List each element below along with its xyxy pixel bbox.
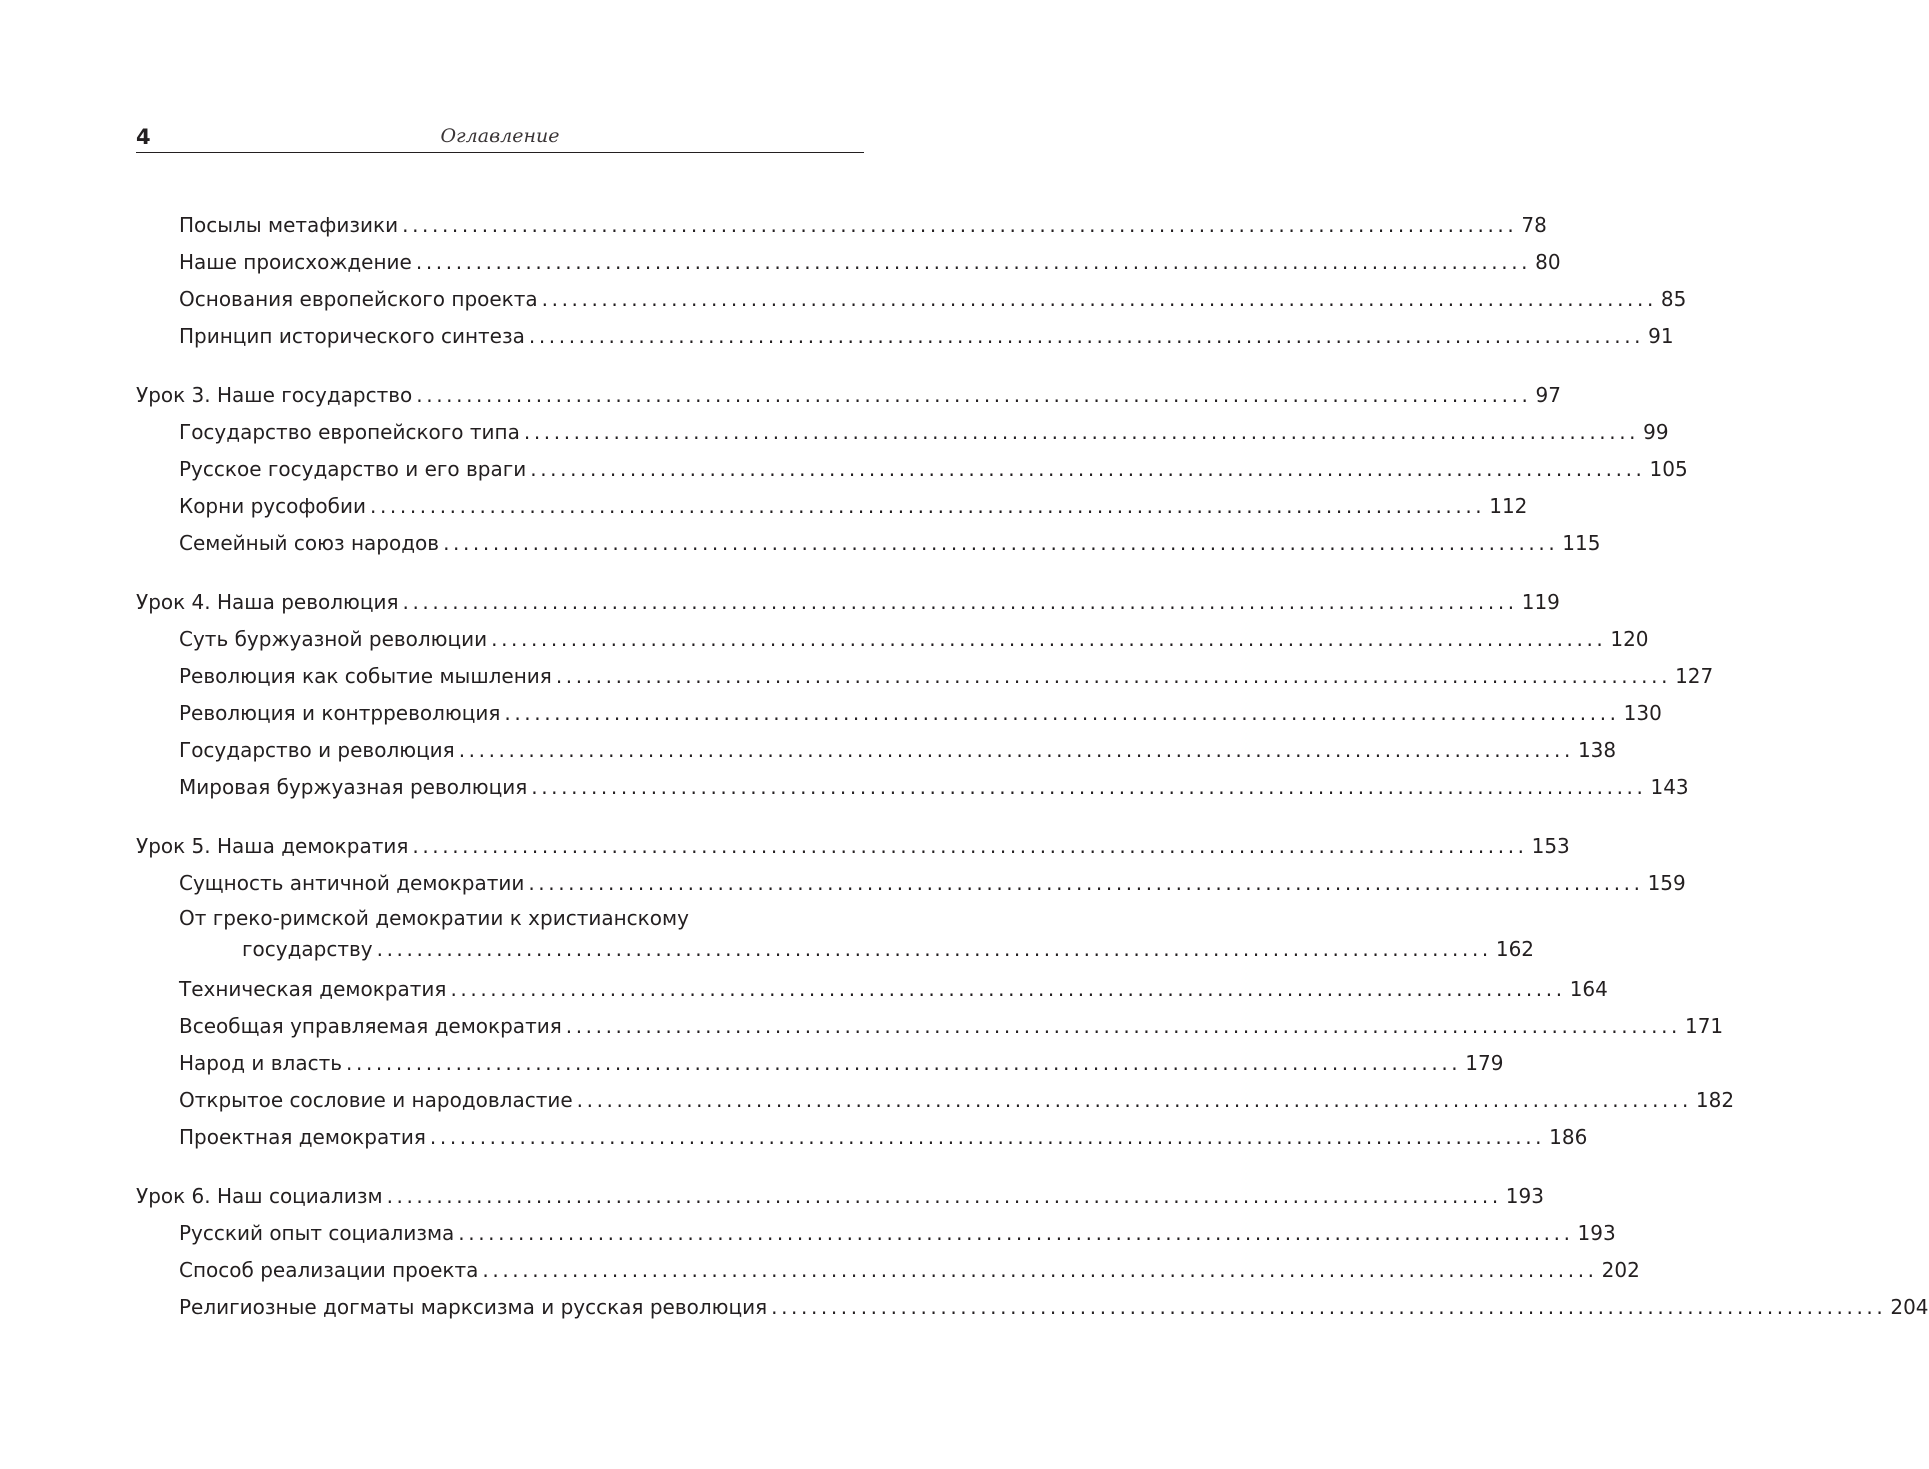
toc-entry-page: 112 xyxy=(1489,494,1528,518)
toc-entry[interactable] xyxy=(136,1008,1724,1045)
toc-entry[interactable] xyxy=(136,1289,1929,1326)
dot-leader: ................................................................................................................ xyxy=(528,324,1645,348)
dot-leader: ................................................................................................................ xyxy=(531,775,1647,799)
toc-entry-title: Наше происхождение xyxy=(179,250,412,274)
dot-leader: ................................................................................................................ xyxy=(504,701,1620,725)
toc-entry-page: 159 xyxy=(1647,871,1686,895)
dot-leader: ................................................................................................................ xyxy=(386,1184,1502,1208)
dot-leader: ................................................................................................................ xyxy=(458,1221,1574,1245)
dot-leader: ................................................................................................................ xyxy=(530,457,1646,481)
toc-entry[interactable] xyxy=(136,1119,1588,1156)
toc-entry-title-line-2: государству xyxy=(242,937,373,961)
toc-entry-title: Русский опыт социализма xyxy=(179,1221,455,1245)
toc-entry[interactable] xyxy=(136,1082,1735,1119)
toc-entry[interactable] xyxy=(136,525,1601,562)
toc-section-lesson-6 xyxy=(136,1178,1929,1326)
toc-entry[interactable] xyxy=(136,244,1561,281)
toc-entry-page: 120 xyxy=(1610,627,1649,651)
toc-entry-title: Принцип исторического синтеза xyxy=(179,324,525,348)
dot-leader: ................................................................................................................ xyxy=(458,738,1574,762)
toc-entry-page: 127 xyxy=(1675,664,1714,688)
toc-entry-page: 105 xyxy=(1649,457,1688,481)
toc-entry-page: 202 xyxy=(1601,1258,1640,1282)
toc-heading[interactable] xyxy=(136,584,1560,621)
toc-heading-page: 97 xyxy=(1535,383,1561,407)
toc-section-lesson-3 xyxy=(136,377,1688,562)
toc-entry[interactable] xyxy=(136,621,1649,658)
toc-entry[interactable] xyxy=(136,451,1688,488)
dot-leader: ................................................................................................................ xyxy=(346,1051,1462,1075)
dot-leader: ................................................................................................................ xyxy=(370,494,1486,518)
toc-entry-page: 85 xyxy=(1660,287,1687,311)
toc-entry-page: 130 xyxy=(1623,701,1662,725)
toc-entry-title: Корни русофобии xyxy=(179,494,366,518)
toc-heading-page: 153 xyxy=(1531,834,1570,858)
toc-entry[interactable] xyxy=(136,769,1689,806)
toc-entry-page: 179 xyxy=(1465,1051,1504,1075)
running-title: Оглавление xyxy=(440,125,560,147)
toc-section-lesson-4 xyxy=(136,584,1714,806)
toc-entry[interactable] xyxy=(136,865,1686,902)
toc-entry-page: 80 xyxy=(1535,250,1561,274)
toc-entry-title: Революция как событие мышления xyxy=(179,664,552,688)
toc-entry-page: 138 xyxy=(1577,738,1617,762)
toc-entry-page: 162 xyxy=(1495,937,1535,961)
toc-entry-title: Техническая демократия xyxy=(179,977,447,1001)
toc-entry-title: Всеобщая управляемая демократия xyxy=(179,1014,562,1038)
toc-entry-title: Религиозные догматы марксизма и русская революция xyxy=(179,1295,768,1319)
toc-heading-title: Урок 3. Наше государство xyxy=(136,383,413,407)
toc-entry[interactable] xyxy=(136,732,1617,769)
toc-entry-page: 164 xyxy=(1569,977,1608,1001)
toc-heading[interactable] xyxy=(136,377,1561,414)
toc-entry-title: Открытое сословие и народовластие xyxy=(179,1088,573,1112)
dot-leader: ................................................................................................................ xyxy=(555,664,1672,688)
toc-entry-title: Сущность античной демократии xyxy=(179,871,525,895)
toc-entry-title: Проектная демократия xyxy=(179,1125,426,1149)
toc-heading-title: Урок 5. Наша демократия xyxy=(136,834,409,858)
toc-entry-page: 186 xyxy=(1549,1125,1588,1149)
toc-entry-title: Государство и революция xyxy=(179,738,455,762)
toc-entry-title: Суть буржуазной революции xyxy=(179,627,488,651)
page-number: 4 xyxy=(136,125,151,149)
toc-entry-page: 78 xyxy=(1521,213,1547,237)
toc-entry-title: Основания европейского проекта xyxy=(179,287,538,311)
toc-entry[interactable] xyxy=(136,207,1547,244)
dot-leader: ................................................................................................................ xyxy=(482,1258,1598,1282)
dot-leader: ................................................................................................................ xyxy=(416,383,1532,407)
page-header xyxy=(136,122,864,153)
toc-entry[interactable] xyxy=(136,695,1662,732)
toc-entry-page: 182 xyxy=(1695,1088,1735,1112)
toc-heading-page: 119 xyxy=(1521,590,1560,614)
toc-entry[interactable] xyxy=(136,281,1687,318)
dot-leader: ................................................................................................................ xyxy=(415,250,1532,274)
toc-entry[interactable] xyxy=(136,414,1669,451)
toc-entry[interactable] xyxy=(136,318,1674,355)
toc-entry-title: Революция и контрреволюция xyxy=(179,701,501,725)
toc-entry-page: 91 xyxy=(1648,324,1674,348)
toc-entry[interactable] xyxy=(136,1045,1504,1082)
dot-leader: ................................................................................................................ xyxy=(443,531,1559,555)
dot-leader: ................................................................................................................ xyxy=(491,627,1607,651)
toc-entry-continuation xyxy=(136,934,1535,964)
dot-leader: ................................................................................................................ xyxy=(576,1088,1692,1112)
toc-heading-title: Урок 4. Наша революция xyxy=(136,590,399,614)
toc-section-continuation xyxy=(136,207,1687,355)
dot-leader: ................................................................................................................ xyxy=(771,1295,1887,1319)
toc-entry[interactable] xyxy=(136,488,1528,525)
dot-leader: ................................................................................................................ xyxy=(429,1125,1546,1149)
dot-leader: ................................................................................................................ xyxy=(528,871,1644,895)
dot-leader: ................................................................................................................ xyxy=(412,834,1528,858)
toc-entry-title: Способ реализации проекта xyxy=(179,1258,479,1282)
toc-entry-page: 171 xyxy=(1684,1014,1724,1038)
toc-entry-page: 115 xyxy=(1562,531,1601,555)
table-of-contents xyxy=(136,207,1929,1348)
dot-leader: ................................................................................................................ xyxy=(402,213,1518,237)
toc-entry-title: Мировая буржуазная революция xyxy=(179,775,528,799)
toc-entry[interactable] xyxy=(136,1252,1640,1289)
toc-heading[interactable] xyxy=(136,828,1570,865)
toc-entry-title-line-1: От греко-римской демократии к христианскому xyxy=(179,906,689,930)
dot-leader: ................................................................................................................ xyxy=(565,1014,1681,1038)
dot-leader: ................................................................................................................ xyxy=(402,590,1518,614)
toc-entry-page: 204 xyxy=(1890,1295,1929,1319)
toc-entry-wrapped[interactable] xyxy=(136,902,1535,964)
toc-heading-title: Урок 6. Наш социализм xyxy=(136,1184,383,1208)
toc-entry[interactable] xyxy=(136,1215,1616,1252)
toc-entry-title: Народ и власть xyxy=(179,1051,343,1075)
toc-section-lesson-5 xyxy=(136,828,1735,1156)
dot-leader: ................................................................................................................ xyxy=(376,937,1492,961)
toc-heading[interactable] xyxy=(136,1178,1544,1215)
toc-entry-title: Государство европейского типа xyxy=(179,420,520,444)
toc-entry-page: 143 xyxy=(1650,775,1689,799)
toc-heading-page: 193 xyxy=(1505,1184,1544,1208)
toc-entry-title: Посылы метафизики xyxy=(179,213,399,237)
dot-leader: ................................................................................................................ xyxy=(541,287,1657,311)
dot-leader: ................................................................................................................ xyxy=(450,977,1566,1001)
toc-entry-page: 99 xyxy=(1643,420,1669,444)
toc-entry[interactable] xyxy=(136,971,1608,1008)
dot-leader: ................................................................................................................ xyxy=(523,420,1640,444)
toc-entry-page: 193 xyxy=(1577,1221,1616,1245)
toc-entry-title: Семейный союз народов xyxy=(179,531,440,555)
toc-entry[interactable] xyxy=(136,658,1714,695)
toc-entry-title: Русское государство и его враги xyxy=(179,457,527,481)
